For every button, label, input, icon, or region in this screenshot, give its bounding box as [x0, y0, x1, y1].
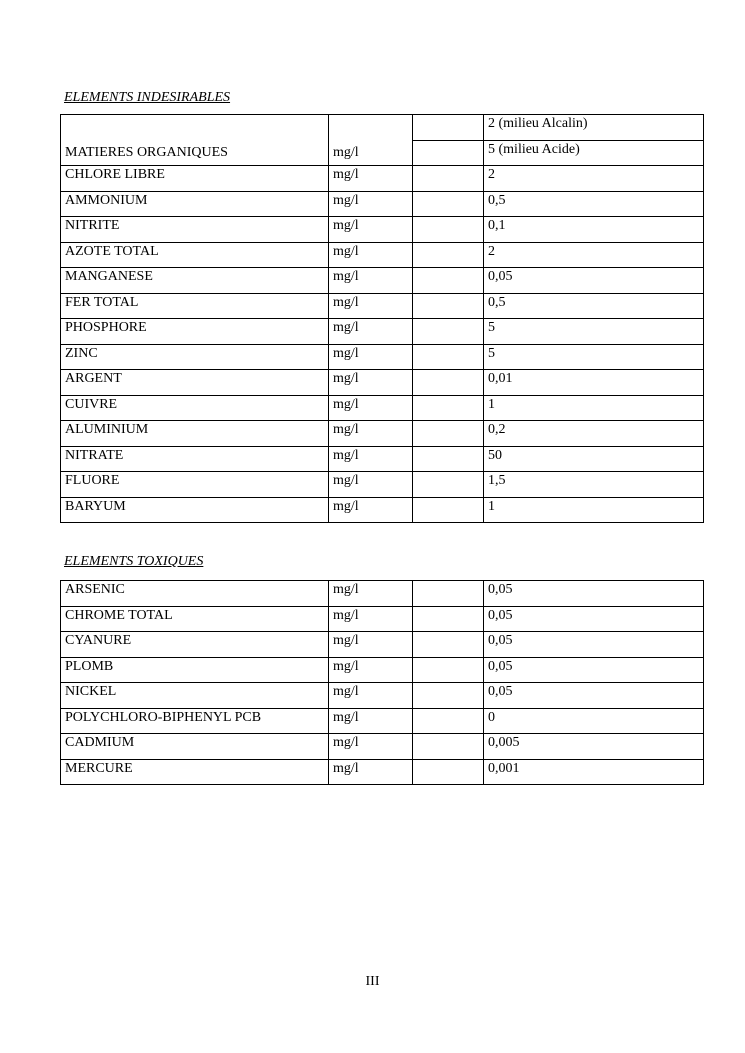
unit-cell: mg/l — [329, 217, 413, 243]
empty-cell — [413, 115, 484, 141]
table-row — [61, 217, 704, 243]
empty-cell — [413, 632, 484, 658]
table-row — [61, 370, 704, 396]
value-cell: 5 — [484, 344, 704, 370]
element-name-cell: PHOSPHORE — [61, 319, 329, 345]
table-row — [61, 115, 704, 141]
element-name-cell: MERCURE — [61, 759, 329, 785]
table-row — [61, 606, 704, 632]
unit-cell: mg/l — [329, 421, 413, 447]
element-name-cell: CUIVRE — [61, 395, 329, 421]
unit-cell: mg/l — [329, 370, 413, 396]
table-row — [61, 242, 704, 268]
empty-cell — [413, 395, 484, 421]
value-cell: 0,005 — [484, 734, 704, 760]
element-name-cell: ALUMINIUM — [61, 421, 329, 447]
section-title-toxiques: ELEMENTS TOXIQUES — [64, 554, 204, 569]
unit-cell: mg/l — [329, 115, 413, 166]
value-cell: 0,5 — [484, 191, 704, 217]
value-cell: 1 — [484, 395, 704, 421]
unit-cell: mg/l — [329, 446, 413, 472]
value-cell: 1,5 — [484, 472, 704, 498]
value-cell: 0,05 — [484, 632, 704, 658]
empty-cell — [413, 370, 484, 396]
element-name-cell: MANGANESE — [61, 268, 329, 294]
element-name-cell: ZINC — [61, 344, 329, 370]
value-cell: 0 — [484, 708, 704, 734]
empty-cell — [413, 344, 484, 370]
unit-cell: mg/l — [329, 606, 413, 632]
value-cell: 0,5 — [484, 293, 704, 319]
unit-cell: mg/l — [329, 734, 413, 760]
empty-cell — [413, 683, 484, 709]
unit-cell: mg/l — [329, 293, 413, 319]
empty-cell — [413, 472, 484, 498]
unit-cell: mg/l — [329, 683, 413, 709]
section-title-indesirables: ELEMENTS INDESIRABLES — [64, 90, 231, 105]
unit-cell: mg/l — [329, 657, 413, 683]
value-cell: 0,001 — [484, 759, 704, 785]
table-row — [61, 472, 704, 498]
unit-cell: mg/l — [329, 708, 413, 734]
empty-cell — [413, 293, 484, 319]
empty-cell — [413, 166, 484, 192]
unit-cell: mg/l — [329, 472, 413, 498]
table-row — [61, 421, 704, 447]
element-name-cell: FER TOTAL — [61, 293, 329, 319]
empty-cell — [413, 421, 484, 447]
element-name-cell: MATIERES ORGANIQUES — [61, 115, 329, 166]
empty-cell — [413, 759, 484, 785]
table-row — [61, 759, 704, 785]
value-cell: 2 — [484, 166, 704, 192]
value-cell: 0,1 — [484, 217, 704, 243]
unit-cell: mg/l — [329, 632, 413, 658]
unit-cell: mg/l — [329, 242, 413, 268]
unit-cell: mg/l — [329, 166, 413, 192]
element-name-cell: CHLORE LIBRE — [61, 166, 329, 192]
element-name-cell: AZOTE TOTAL — [61, 242, 329, 268]
indesirables-table — [60, 114, 704, 523]
empty-cell — [413, 734, 484, 760]
element-name-cell: CYANURE — [61, 632, 329, 658]
table-row — [61, 344, 704, 370]
empty-cell — [413, 217, 484, 243]
empty-cell — [413, 242, 484, 268]
unit-cell: mg/l — [329, 395, 413, 421]
element-name-cell: ARSENIC — [61, 581, 329, 607]
element-name-cell: POLYCHLORO-BIPHENYL PCB — [61, 708, 329, 734]
value-cell: 0,05 — [484, 606, 704, 632]
table-row — [61, 268, 704, 294]
empty-cell — [413, 581, 484, 607]
page-number: III — [365, 974, 380, 989]
table-row — [61, 657, 704, 683]
empty-cell — [413, 140, 484, 166]
table-row — [61, 497, 704, 523]
value-cell: 5 (milieu Acide) — [484, 140, 704, 166]
unit-cell: mg/l — [329, 497, 413, 523]
unit-cell: mg/l — [329, 344, 413, 370]
unit-cell: mg/l — [329, 191, 413, 217]
empty-cell — [413, 497, 484, 523]
toxiques-table — [60, 580, 704, 785]
table-row — [61, 708, 704, 734]
table-row — [61, 395, 704, 421]
empty-cell — [413, 446, 484, 472]
table-row — [61, 293, 704, 319]
value-cell: 50 — [484, 446, 704, 472]
value-cell: 2 — [484, 242, 704, 268]
empty-cell — [413, 319, 484, 345]
unit-cell: mg/l — [329, 268, 413, 294]
value-cell: 1 — [484, 497, 704, 523]
element-name-cell: PLOMB — [61, 657, 329, 683]
empty-cell — [413, 708, 484, 734]
empty-cell — [413, 191, 484, 217]
value-cell: 0,01 — [484, 370, 704, 396]
table-row — [61, 191, 704, 217]
element-name-cell: ARGENT — [61, 370, 329, 396]
unit-cell: mg/l — [329, 319, 413, 345]
table-row — [61, 734, 704, 760]
unit-cell: mg/l — [329, 759, 413, 785]
value-cell: 0,05 — [484, 683, 704, 709]
value-cell: 0,05 — [484, 657, 704, 683]
element-name-cell: CHROME TOTAL — [61, 606, 329, 632]
value-cell: 0,05 — [484, 581, 704, 607]
unit-cell: mg/l — [329, 581, 413, 607]
value-cell: 5 — [484, 319, 704, 345]
table-row — [61, 683, 704, 709]
element-name-cell: CADMIUM — [61, 734, 329, 760]
element-name-cell: NICKEL — [61, 683, 329, 709]
element-name-cell: FLUORE — [61, 472, 329, 498]
table-row — [61, 581, 704, 607]
empty-cell — [413, 268, 484, 294]
table-row — [61, 632, 704, 658]
table-row — [61, 166, 704, 192]
element-name-cell: AMMONIUM — [61, 191, 329, 217]
value-cell: 2 (milieu Alcalin) — [484, 115, 704, 141]
value-cell: 0,05 — [484, 268, 704, 294]
table-row — [61, 446, 704, 472]
value-cell: 0,2 — [484, 421, 704, 447]
element-name-cell: NITRITE — [61, 217, 329, 243]
element-name-cell: NITRATE — [61, 446, 329, 472]
element-name-cell: BARYUM — [61, 497, 329, 523]
empty-cell — [413, 657, 484, 683]
table-row — [61, 319, 704, 345]
empty-cell — [413, 606, 484, 632]
